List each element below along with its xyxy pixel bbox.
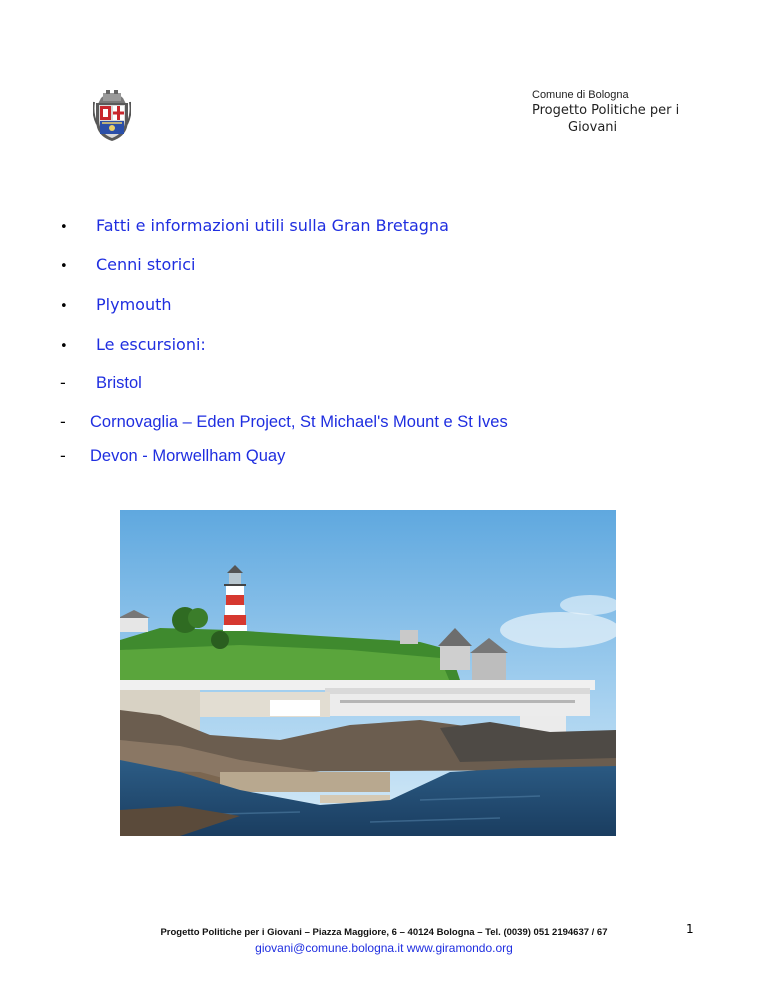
excursion-label: Bristol [96,374,142,392]
list-item [60,216,449,235]
header-block [532,88,712,136]
list-item [60,295,172,314]
dash-icon: - [60,412,66,431]
excursion-label: Devon - Morwellham Quay [90,447,286,465]
page-number: 1 [686,922,694,936]
bullet-icon: • [60,339,68,354]
bullet-icon: • [60,299,68,314]
bullet-icon: • [60,259,68,274]
dash-icon: - [60,446,66,465]
list-item [60,335,206,354]
project-title-line2: Giovani [568,120,618,135]
list-item-label: Plymouth [96,295,172,314]
dash-icon: - [60,373,66,392]
list-item-label: Cenni storici [96,255,196,274]
project-title-line1: Progetto Politiche per i [532,103,680,118]
plymouth-seafront-photo [120,510,616,836]
coat-of-arms-icon [93,90,131,142]
excursion-item [60,412,508,432]
excursion-item [60,373,142,393]
organization-name: Comune di Bologna [532,89,629,101]
excursion-item [60,446,285,466]
list-item-label: Le escursioni: [96,335,206,354]
list-item [60,255,196,274]
footer-contacts[interactable]: giovani@comune.bologna.it www.giramondo.org [255,941,513,955]
list-item-label: Fatti e informazioni utili sulla Gran Bretagna [96,216,449,235]
footer-address: Progetto Politiche per i Giovani – Piazza Maggiore, 6 – 40124 Bologna – Tel. (0039) 051 2194637 / 67 [160,927,608,938]
bullet-icon: • [60,220,68,235]
excursion-label: Cornovaglia – Eden Project, St Michael's Mount e St Ives [90,413,508,431]
